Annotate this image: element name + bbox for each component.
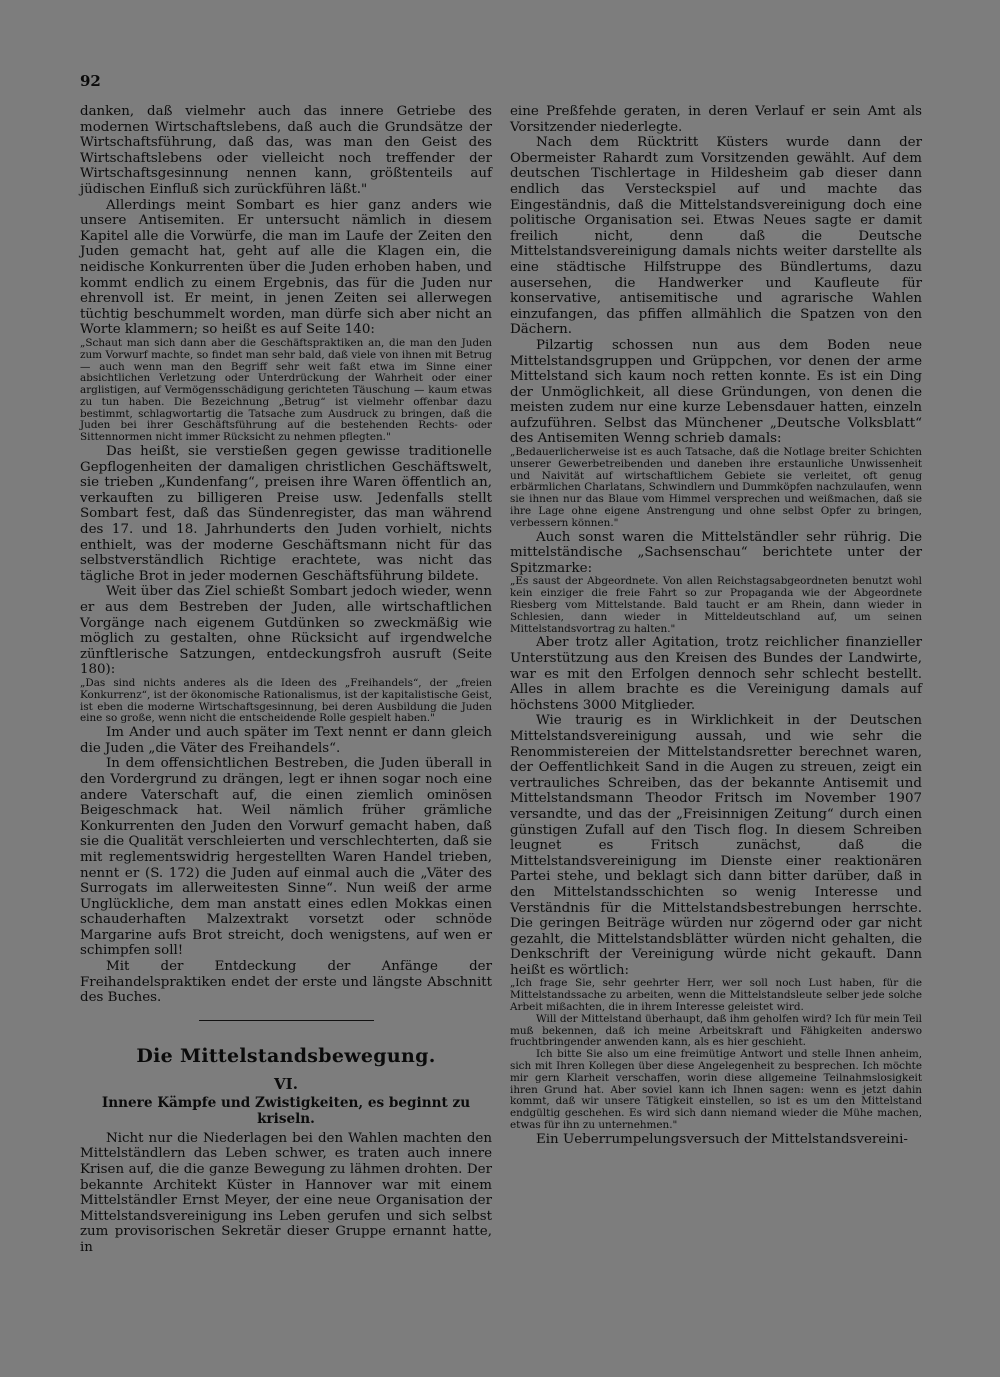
quoted-paragraph: „Bedauerlicherweise ist es auch Tatsache, daß die Notlage breiter Schichten unserer Gewerbetreibenden und daneben ihre erstaunliche Unwissenheit und Naivität auf wirtschaftlichem Gebiete sie verleitet, oft genug erbärmlichen Charlatans, Schwindlern und Dummköpfen nachzulaufen, wenn sie ihnen nur das Blaue vom Himmel versprechen und weißmachen, daß sie ihre Lage ohne eigene Anstrengung und ohne selbst Opfer zu bringen, verbessern können." bbox=[510, 446, 922, 529]
body-paragraph: Wie traurig es in Wirklichkeit in der Deutschen Mittelstandsvereinigung aussah, und wie sehr die Renommistereien der Mittelstandsretter berechnet waren, der Oeffentlichkeit Sand in die Augen zu streuen, zeigt ein vertrauliches Schreiben, das der bekannte Antisemit und Mittelstandsmann Theodor Fritsch im November 1907 versandte, und das der „Freisinnigen Zeitung“ durch einen günstigen Zufall auf den Tisch flog. In diesem Schreiben leugnet es Fritsch zunächst, daß die Mittelstandsvereinigung im Dienste einer reaktionären Partei stehe, und beklagt sich dann bitter darüber, daß in den Mittelstandsschichten so wenig Interesse und Verständnis für die Mittelstandsbestrebungen herrschte. Die geringen Beiträge würden nur zögernd oder gar nicht gezahlt, die Mittelstandsblätter würden nicht gehalten, die Denkschrift der Vereinigung würde nicht gekauft. Dann heißt es wörtlich: bbox=[510, 713, 922, 978]
body-paragraph: Nicht nur die Niederlagen bei den Wahlen machten den Mittelständlern das Leben schwer, es traten auch innere Krisen auf, die die ganze Bewegung zu lähmen drohten. Der bekannte Architekt Küster in Hannover war mit einem Mittelständler Ernst Meyer, der eine neue Organisation der Mittelstandsvereinigung ins Leben gerufen und sich selbst zum provisorischen Sekretär dieser Gruppe ernannt hatte, in bbox=[80, 1130, 492, 1256]
body-paragraph: Aber trotz aller Agitation, trotz reichlicher finanzieller Unterstützung aus den Kreisen des Bundes der Landwirte, war es mit den Erfolgen dennoch sehr schlecht bestellt. Alles in allem brachte es die Vereinigung damals auf höchstens 3000 Mitglieder. bbox=[510, 635, 922, 713]
right-column bbox=[510, 104, 922, 1147]
right-column-text bbox=[510, 104, 922, 1147]
left-column-text bbox=[80, 104, 492, 1006]
body-paragraph: eine Preßfehde geraten, in deren Verlauf er sein Amt als Vorsitzender niederlegte. bbox=[510, 104, 922, 135]
quoted-paragraph: Will der Mittelstand überhaupt, daß ihm geholfen wird? Ich für mein Teil muß bekennen, daß ich meine Arbeitskraft und Fähigkeiten anderswo fruchtbringender anwenden kann, als es hier geschieht. bbox=[510, 1012, 922, 1049]
body-paragraph: Nach dem Rücktritt Küsters wurde dann der Obermeister Rahardt zum Vorsitzenden gewählt. Auf dem deutschen Tischlertage in Hildesheim gab dieser dann endlich das Versteckspiel auf und machte das Eingeständnis, daß die Mittelstandsvereinigung doch eine politische Organisation sei. Etwas Neues sagte er damit freilich nicht, denn daß die Deutsche Mittelstandsvereinigung damals nichts weiter darstellte als eine städtische Hilfstruppe des Bündlertums, dazu ausersehen, die Handwerker und Kaufleute für konservative, antisemitische und agrarische Wahlen einzufangen, das pfiffen allmählich die Spatzen von den Dächern. bbox=[510, 135, 922, 338]
body-paragraph: danken, daß vielmehr auch das innere Getriebe des modernen Wirtschaftslebens, daß auch die Grundsätze der Wirtschaftsführung, daß das, was man den Geist des Wirtschaftslebens oder vielleicht noch treffender der Wirtschaftsgesinnung nennen kann, größtenteils auf jüdischen Einfluß sich zurückführen läßt." bbox=[80, 104, 492, 197]
body-paragraph: Weit über das Ziel schießt Sombart jedoch wieder, wenn er aus dem Bestreben der Juden, alle wirtschaftlichen Vorgänge nach eigenem Gutdünken so zweckmäßig wie möglich zu gestalten, ohne Rücksicht auf irgendwelche zünftlerische Satzungen, entdeckungsfroh ausruft (Seite 180): bbox=[80, 584, 492, 678]
body-paragraph: Auch sonst waren die Mittelständler sehr rührig. Die mittelständische „Sachsenschau“ berichtete unter der Spitzmarke: bbox=[510, 529, 922, 576]
body-paragraph: Im Ander und auch später im Text nennt er dann gleich die Juden „die Väter des Freihandels“. bbox=[80, 725, 492, 756]
section-heading: Die Mittelstandsbewegung. bbox=[136, 1044, 436, 1067]
left-column bbox=[80, 104, 492, 1256]
quoted-paragraph: „Ich frage Sie, sehr geehrter Herr, wer soll noch Lust haben, für die Mittelstandssache zu arbeiten, wenn die Mittelstandsleute selber jede solche Arbeit mißachten, die in ihrem Interesse geleistet wird. bbox=[510, 977, 922, 1014]
left-column-continued bbox=[80, 1131, 492, 1256]
body-paragraph: Pilzartig schossen nun aus dem Boden neue Mittelstandsgruppen und Grüppchen, vor denen der arme Mittelstand sich kaum noch retten konnte. Es ist ein Ding der Unmöglichkeit, all diese Gründungen, von denen die meisten zudem nur eine kurze Lebensdauer hatten, einzeln aufzuführen. Selbst das Münchener „Deutsche Volksblatt“ des Antisemiten Wenng schrieb damals: bbox=[510, 337, 922, 447]
chapter-subheading: Innere Kämpfe und Zwistigkeiten, es beginnt zu kriseln. bbox=[101, 1094, 471, 1127]
quoted-paragraph: „Schaut man sich dann aber die Geschäftspraktiken an, die man den Juden zum Vorwurf machte, so findet man sehr bald, daß viele von ihnen mit Betrug — auch wenn man den Begriff sehr weit faßt etwa im Sinne einer absichtlichen Verletzung oder Unterdrückung der Wahrheit oder einer arglistigen, auf Vermögensschädigung gerichteten Täuschung — kaum etwas zu tun haben. Die Bezeichnung „Betrug“ ist vielmehr offenbar dazu bestimmt, schlagwortartig die Tatsache zum Ausdruck zu bringen, daß die Juden bei ihrer Geschäftsführung auf die bestehenden Rechts- oder Sittennormen nicht immer Rücksicht zu nehmen pflegten." bbox=[80, 336, 492, 444]
body-paragraph: In dem offensichtlichen Bestreben, die Juden überall in den Vordergrund zu drängen, legt er ihnen sogar noch eine andere Vaterschaft auf, die einen ziemlich ominösen Beigeschmack hat. Weil nämlich früher grämliche Konkurrenten den Juden den Vorwurf gemacht haben, daß sie die Qualität verschleierten und verschlechterten, daß sie mit reglementswidrig hergestellten Waren Handel trieben, nennt er (S. 172) die Juden auf einmal auch die „Väter des Surrogats im allerweitesten Sinne“. Nun weiß der arme Unglückliche, dem man anstatt eines edlen Mokkas einen schauderhaften Malzextrakt vorsetzt oder schnöde Margarine aufs Brot streicht, doch wenigstens, auf wen er schimpfen soll! bbox=[80, 756, 492, 959]
body-paragraph: Mit der Entdeckung der Anfänge der Freihandelspraktiken endet der erste und längste Abschnitt des Buches. bbox=[80, 959, 492, 1006]
body-paragraph: Allerdings meint Sombart es hier ganz anders wie unsere Antisemiten. Er untersucht nämlich in diesem Kapitel alle die Vorwürfe, die man im Laufe der Zeiten den Juden gemacht hat, geht auf alle die Klagen ein, die neidische Konkurrenten über die Juden erhoben haben, und kommt endlich zu einem Ergebnis, das für die Juden nur ehrenvoll ist. Er meint, in jenen Zeiten sei allerwegen tüchtig beschummelt worden, man dürfe sich aber nicht an Worte klammern; so heißt es auf Seite 140: bbox=[80, 197, 492, 338]
quoted-paragraph: „Es saust der Abgeordnete. Von allen Reichstagsabgeordneten benutzt wohl kein einziger die freie Fahrt so zur Propaganda wie der Abgeordnete Riesberg vom Mittelstande. Bald taucht er am Rhein, dann wieder in Schlesien, dann wieder in Mitteldeutschland auf, um seinen Mittelstandsvortrag zu halten." bbox=[510, 575, 922, 635]
body-paragraph: Das heißt, sie verstießen gegen gewisse traditionelle Gepflogenheiten der damaligen christlichen Geschäftswelt, sie trieben „Kundenfang“, preisen ihre Waren öffentlich an, verkauften zu billigeren Preise usw. Jedenfalls stellt Sombart fest, daß das Sündenregister, das man während des 17. und 18. Jahrhunderts den Juden vorhielt, nichts enthielt, was der moderne Geschäftsmann nicht für das selbstverständlich Richtige erachtete, was nicht das tägliche Brot in jeder modernen Geschäftsführung bildete. bbox=[80, 444, 492, 584]
section-divider bbox=[199, 1020, 374, 1021]
page-number: 92 bbox=[80, 72, 101, 90]
quoted-paragraph: Ich bitte Sie also um eine freimütige Antwort und stelle Ihnen anheim, sich mit Ihren Kollegen über diese Angelegenheit zu besprechen. Ich möchte mir gern Klarheit verschaffen, worin diese allgemeine Teilnahmslosigkeit ihren Grund hat. Aber soviel kann ich Ihnen sagen: wenn es jetzt dahin kommt, daß wir unsere Tätigkeit einstellen, so ist es um den Mittelstand endgültig geschehen. Es wird sich dann niemand wieder die Mühe machen, etwas für ihn zu unternehmen." bbox=[510, 1048, 922, 1132]
quoted-paragraph: „Das sind nichts anderes als die Ideen des „Freihandels“, der „freien Konkurrenz“, ist der ökonomische Rationalismus, ist der kapitalistische Geist, ist eben die moderne Wirtschaftsgesinnung, bei deren Ausbildung die Juden eine so große, wenn nicht die entscheidende Rolle gespielt haben." bbox=[80, 676, 492, 725]
chapter-number: VI. bbox=[274, 1074, 298, 1093]
body-paragraph: Ein Ueberrumpelungsversuch der Mittelstandsvereini- bbox=[536, 1131, 908, 1147]
